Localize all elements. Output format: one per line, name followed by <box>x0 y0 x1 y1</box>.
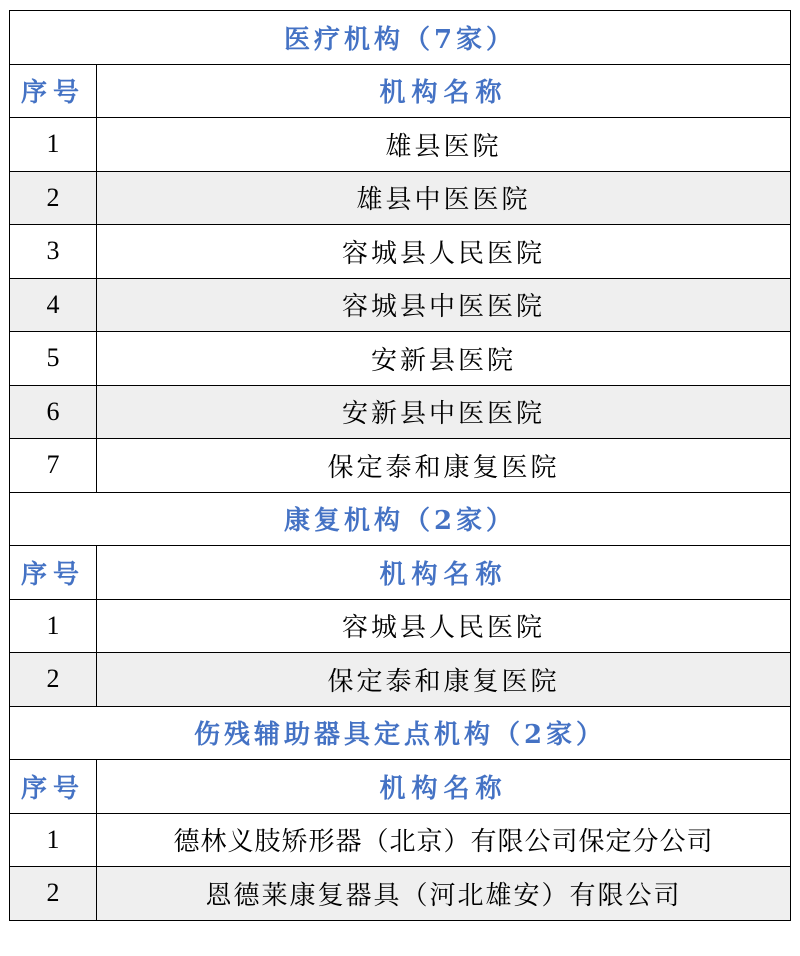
section-title-row <box>10 706 791 760</box>
table-row <box>10 118 791 172</box>
table-row <box>10 225 791 279</box>
section-title-row <box>10 11 791 65</box>
institution-name: 德林义肢矫形器（北京）有限公司保定分公司 <box>97 813 791 867</box>
column-header-name: 机构名称 <box>97 64 791 118</box>
row-num: 1 <box>10 599 97 653</box>
row-num: 5 <box>10 332 97 386</box>
institution-name: 安新县中医医院 <box>97 385 791 439</box>
institution-name: 雄县医院 <box>97 118 791 172</box>
table-row <box>10 171 791 225</box>
table-row <box>10 813 791 867</box>
column-header-num: 序号 <box>10 546 97 600</box>
row-num: 2 <box>10 653 97 707</box>
table-row <box>10 385 791 439</box>
institution-name: 恩德莱康复器具（河北雄安）有限公司 <box>97 867 791 921</box>
table-row <box>10 599 791 653</box>
column-header-row <box>10 546 791 600</box>
institutions-table <box>9 10 791 921</box>
column-header-num: 序号 <box>10 760 97 814</box>
table-row <box>10 278 791 332</box>
section-title-row <box>10 492 791 546</box>
table-row <box>10 867 791 921</box>
table-row <box>10 653 791 707</box>
institution-name: 容城县人民医院 <box>97 599 791 653</box>
row-num: 2 <box>10 867 97 921</box>
institution-name: 容城县中医医院 <box>97 278 791 332</box>
institution-name: 保定泰和康复医院 <box>97 439 791 493</box>
row-num: 3 <box>10 225 97 279</box>
row-num: 6 <box>10 385 97 439</box>
row-num: 1 <box>10 118 97 172</box>
institution-name: 容城县人民医院 <box>97 225 791 279</box>
institution-name: 保定泰和康复医院 <box>97 653 791 707</box>
section-title: 康复机构（2家） <box>10 492 791 546</box>
section-title: 伤残辅助器具定点机构（2家） <box>10 706 791 760</box>
column-header-name: 机构名称 <box>97 760 791 814</box>
row-num: 1 <box>10 813 97 867</box>
table-row <box>10 439 791 493</box>
section-title: 医疗机构（7家） <box>10 11 791 65</box>
row-num: 2 <box>10 171 97 225</box>
institution-name: 雄县中医医院 <box>97 171 791 225</box>
row-num: 4 <box>10 278 97 332</box>
table-row <box>10 332 791 386</box>
column-header-row <box>10 760 791 814</box>
institution-name: 安新县医院 <box>97 332 791 386</box>
column-header-row <box>10 64 791 118</box>
column-header-num: 序号 <box>10 64 97 118</box>
column-header-name: 机构名称 <box>97 546 791 600</box>
row-num: 7 <box>10 439 97 493</box>
